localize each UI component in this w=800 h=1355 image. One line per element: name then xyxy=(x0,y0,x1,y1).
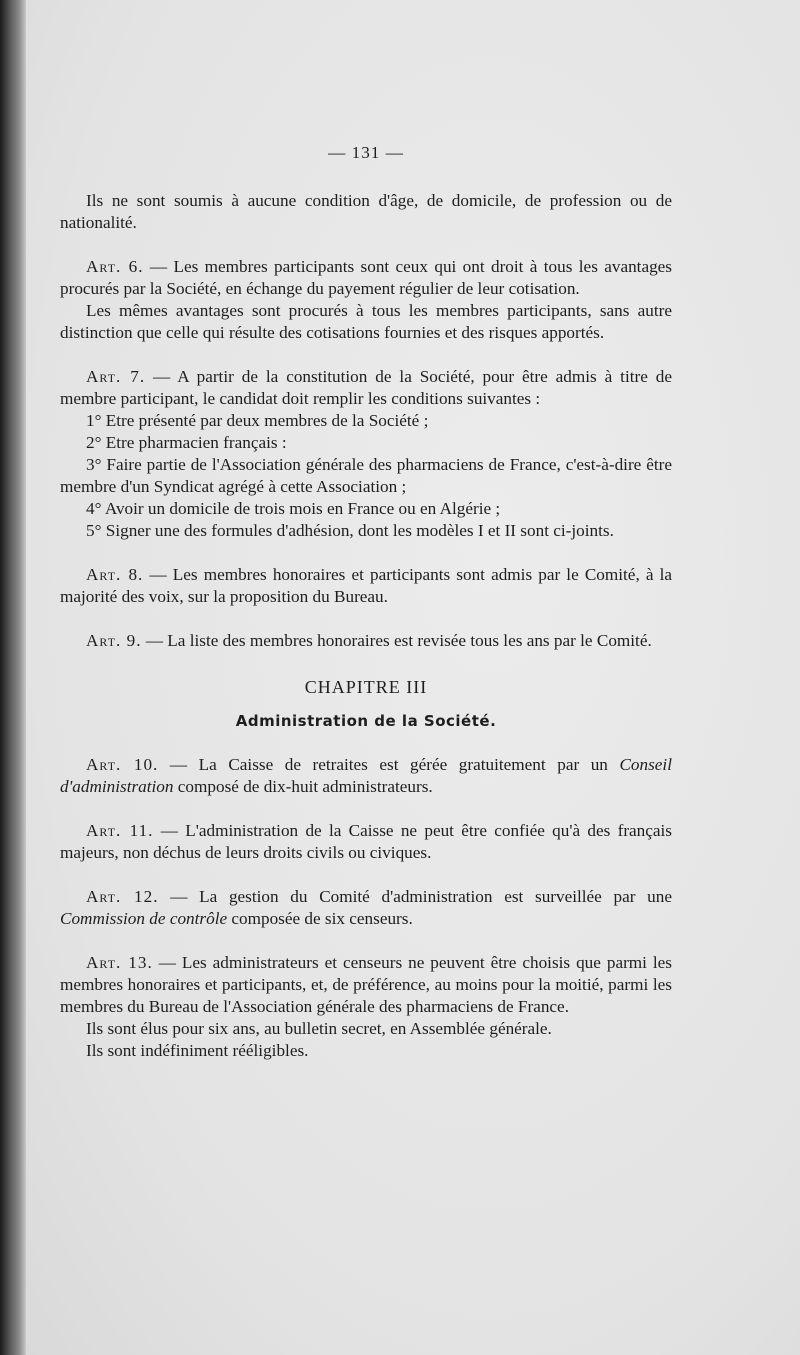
article-label: Art. 6. xyxy=(86,257,144,276)
article-emphasis: Conseil d'administration xyxy=(60,755,672,796)
article-label: Art. 7. xyxy=(86,367,146,386)
article-11 xyxy=(60,820,672,864)
article-text: — Les administrateurs et censeurs ne peuvent être choisis que parmi les membres honoraires et participants, et, de préférence, au moins pour la moitié, parmi les membres du Bureau de l'Association générale des pharmaciens de France. xyxy=(60,953,672,1016)
article-10 xyxy=(60,754,672,798)
article-text: — La Caisse de retraites est gérée gratuitement par un xyxy=(158,755,620,774)
page-text xyxy=(60,142,672,1062)
condition-item-1: 1° Etre présenté par deux membres de la Société ; xyxy=(86,411,429,430)
article-label: Art. 8. xyxy=(86,565,144,584)
article-text: composé de dix-huit administrateurs. xyxy=(173,777,433,796)
article-label: Art. 9. xyxy=(86,631,142,650)
section-heading: Administration de la Société. xyxy=(235,712,497,730)
article-label: Art. 13. xyxy=(86,953,153,972)
article-text: composée de six censeurs. xyxy=(227,909,413,928)
article-9 xyxy=(60,630,672,652)
scanned-page xyxy=(26,0,800,1355)
article-emphasis: Commission de contrôle xyxy=(60,909,228,928)
article-13-paragraph-3: Ils sont indéfiniment rééligibles. xyxy=(86,1041,309,1060)
article-text: — La liste des membres honoraires est revisée tous les ans par le Comité. xyxy=(141,631,652,650)
condition-item-5: 5° Signer une des formules d'adhésion, dont les modèles I et II sont ci-joints. xyxy=(86,521,614,540)
intro-paragraph: Ils ne sont soumis à aucune condition d'âge, de domicile, de profession ou de nationalité. xyxy=(60,191,672,232)
condition-item-2: 2° Etre pharmacien français : xyxy=(86,433,287,452)
article-text: — L'administration de la Caisse ne peut être confiée qu'à des français majeurs, non déchus de leurs droits civils ou civiques. xyxy=(60,821,672,862)
article-6-paragraph-2: Les mêmes avantages sont procurés à tous les membres participants, sans autre distinction que celle qui résulte des cotisations fournies et des risques apportés. xyxy=(60,301,672,342)
article-8 xyxy=(60,564,672,608)
article-12 xyxy=(60,886,672,930)
article-13 xyxy=(60,952,672,1018)
article-text: — Les membres participants sont ceux qui ont droit à tous les avantages procurés par la Société, en échange du payement régulier de leur cotisation. xyxy=(60,257,672,298)
article-text: — A partir de la constitution de la Société, pour être admis à titre de membre participant, le candidat doit remplir les conditions suivantes : xyxy=(60,367,672,408)
page-number: — 131 — xyxy=(328,143,404,162)
article-13-paragraph-2: Ils sont élus pour six ans, au bulletin secret, en Assemblée générale. xyxy=(86,1019,552,1038)
condition-item-3: 3° Faire partie de l'Association générale des pharmaciens de France, c'est-à-dire être membre d'un Syndicat agrégé à cette Association ; xyxy=(60,455,672,496)
book-spine-shadow xyxy=(0,0,26,1355)
article-text: — La gestion du Comité d'administration est surveillée par une xyxy=(158,887,672,906)
article-label: Art. 10. xyxy=(86,755,159,774)
article-label: Art. 11. xyxy=(86,821,154,840)
article-label: Art. 12. xyxy=(86,887,159,906)
article-6 xyxy=(60,256,672,300)
article-text: — Les membres honoraires et participants sont admis par le Comité, à la majorité des voix, sur la proposition du Bureau. xyxy=(60,565,673,606)
article-7 xyxy=(60,366,672,410)
condition-item-4: 4° Avoir un domicile de trois mois en France ou en Algérie ; xyxy=(86,499,501,518)
chapter-heading: CHAPITRE III xyxy=(304,677,428,697)
